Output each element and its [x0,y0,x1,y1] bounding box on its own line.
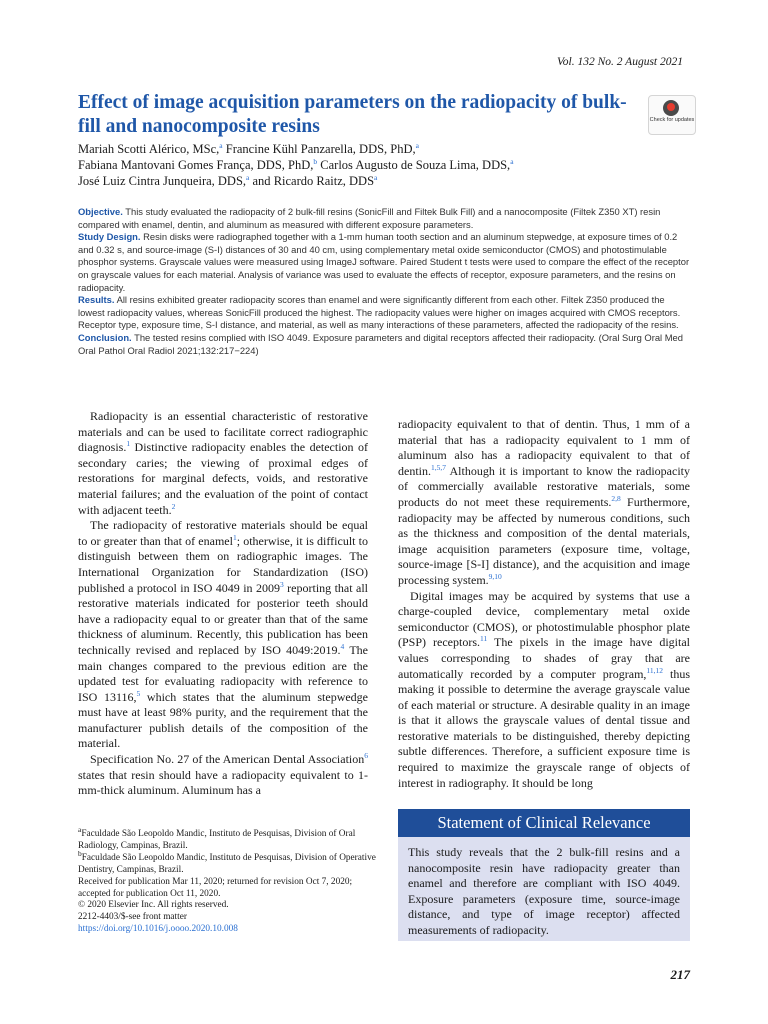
page-number: 217 [670,967,690,982]
body-text: Although it is important to know the radiopacity of commercially available restorative materials, some products do not meet these requirements. [398,463,690,509]
affiliation-marker: b [78,848,82,858]
citation-marker: 1 [232,532,237,542]
footnote [78,900,378,912]
abstract-text: The tested resins complied with ISO 4049. Exposure parameters and digital receptors affected their radiopacity. (Oral Surg Oral Med Oral Pathol Oral Radiol 2021;132:217−224) [78,331,683,356]
footnote-list [78,824,378,924]
footnote-text: © 2020 Elsevier Inc. All rights reserved. [78,900,229,911]
abstract-section [78,206,690,231]
body-text: Furthermore, radiopacity may be affected by numerous conditions, such as the thickness and composition of the dental materials, image acquisition parameters (exposure time, voltage, source-image [S-I] distance), and the acquisition and image processing system. [398,494,691,587]
author-list: Mariah Scotti Alérico, MSc,$^a$ Francine Kühl Panzarella, DDS, PhD,$^a$ Fabiana Mantovani Gomes França, DDS, PhD,$^b$ Carlos Augusto de Souza Lima, DDS,$^a$ José Luiz Cintra Junqueira, DDS,$^a$ and Ricardo Raitz, DDS$^a$ [78,140,514,189]
body-paragraph [78,518,368,752]
body-paragraph [398,417,690,589]
affiliation-marker: a [374,173,378,183]
author-name: Carlos Augusto de Souza Lima, DDS, [320,158,511,173]
affiliation-marker: a [78,824,82,834]
footnote [78,912,378,924]
footnote-text: 2212-4403/$-see front matter [78,912,187,923]
body-text: Digital images may be acquired by systems that use a charge-coupled device, complementary metal oxide semiconductor (CMOS), or photostimulable phosphor plate (PSP) receptors. [398,588,690,650]
clinical-relevance-text: This study reveals that the 2 bulk-fill resins and a nanocomposite resin have radiopacity greater than enamel and therefore are compliant with ISO 4049. Exposure parameters (exposure time, source-image distance, and type of image receptor) affected measurements of radiopacity. [408,845,680,937]
abstract-label: Conclusion. [78,331,132,343]
footnote [78,877,378,901]
citation-marker: 2,8 [611,493,621,503]
abstract-section [78,231,690,294]
citation-marker: 6 [364,751,368,761]
citation-marker: 1,5,7 [431,462,446,472]
author-name: Mariah Scotti Alérico, MSc, [78,142,220,156]
body-text: Radiopacity is an essential characteristic of restorative materials and can be used to facilitate correct radiographic diagnosis. [78,409,368,455]
citation-marker: 4 [340,641,345,651]
journal-volume-line: Vol. 132 No. 2 August 2021 [557,56,683,68]
citation-marker: 11 [480,634,488,644]
affiliation-marker: a [219,140,223,150]
citation-marker: 3 [279,579,284,589]
footnote [78,824,378,853]
abstract [78,206,690,357]
affiliation-marker: a [246,173,250,183]
body-text: thus making it possible to determine the average grayscale value of each material or structure. A desirable quality in an image is that it allows the grayscale values of dental tissue and restorative materials to be distinguished, thereby depicting subtle differences. Therefore, a sufficient exposure time is required to maximize the grayscale range of objects of interest in radiography. It should be long [398,666,690,790]
body-column-right [398,417,690,791]
citation-marker: 11,12 [646,665,664,675]
body-text: states that resin should have a radiopacity equivalent to 1-mm-thick aluminum. Aluminum has a [78,767,368,798]
abstract-section [78,294,690,332]
footnotes [78,824,378,936]
clinical-relevance-box [398,809,690,941]
crossmark-icon [663,100,679,116]
author-name: Fabiana Mantovani Gomes França, DDS, PhD, [78,158,314,173]
footnote-text: Received for publication Mar 11, 2020; returned for revision Oct 7, 2020; accepted for publication Oct 11, 2020. [78,876,353,899]
body-text: ; otherwise, it is difficult to distinguish between them on radiographic images. The International Organization for Standardization (ISO) published a protocol in ISO 4049 in 2009 [78,533,369,595]
body-text: Distinctive radiopacity enables the detection of secondary caries; the viewing of proximal edges of restorations for marginal defects, voids, and restorative material failures; and the evaluation of the point of contact with adjacent teeth. [78,440,368,517]
body-text: reporting that all restorative materials indicated for posterior teeth should have a radiopacity equal to or greater than that of the same thickness of aluminum. Recently, this publication has been technically revised and replaced by ISO 4049:2019. [78,580,368,657]
body-text: The main changes compared to the previous edition are the updated test for evaluating radiopacity with reference to ISO 13116, [78,642,368,704]
body-column-left [78,409,368,799]
abstract-text: Resin disks were radiographed together with a 1-mm human tooth section and an aluminum stepwedge, at exposure times of 0.2 and 0.32 s, and source-image (S-I) distances of 30 and 40 cm, using complementary metal oxide semiconductor (CMOS) and photostimulable phosphor systems. Grayscale values were measured using ImageJ software. Paired Student t tests were used to compare the effect of the receptor on grayscale values for each material. Analysis of variance was used to evaluate the effects of receptor, exposure parameters, and the resins on radiopacity. [78,231,690,293]
citation-marker: 1 [126,439,131,449]
affiliation-marker: a [510,157,514,167]
badge-label: Check for updates [649,117,695,123]
abstract-text: All resins exhibited greater radiopacity scores than enamel and were significantly different from each other. Filtek Z350 produced the lowest radiopacity values, whereas SonicFill produced the highest. The radiopacity values were higher on images acquired with CMOS receptors. Receptor type, exposure time, S-I distance, and material, as well as many interactions of these parameters, affected the radiopacity of the resins. [78,294,681,331]
doi-link[interactable]: https://doi.org/10.1016/j.oooo.2020.10.008 [78,924,238,935]
citation-marker: 5 [136,688,141,698]
citation-marker: 2 [171,501,176,511]
body-paragraph [78,752,368,799]
affiliation-marker: b [313,157,318,167]
author-name: José Luiz Cintra Junqueira, DDS, [78,174,247,189]
body-text: which states that the aluminum stepwedge must have at least 98% purity, and the requirement that the manufacturer publish details of the composition of the material. [78,689,369,751]
footnote [78,848,378,877]
body-paragraph [78,409,368,518]
body-paragraph [398,589,690,792]
body-text: The pixels in the image have digital values corresponding to shades of gray that are automatically recorded by a computer program, [398,635,690,681]
abstract-text: This study evaluated the radiopacity of 2 bulk-fill resins (SonicFill and Filtek Bulk Fill) and a nanocomposite (Filtek Z350 XT) resin compared with enamel, dentin, and aluminum as measured with different exposure parameters. [78,206,661,230]
footnote-text: Faculdade São Leopoldo Mandic, Instituto de Pesquisas, Division of Oral Radiology, Campinas, Brazil. [78,829,356,851]
abstract-label: Results. [78,294,115,306]
clinical-relevance-heading: Statement of Clinical Relevance [398,809,690,837]
article-title: Effect of image acquisition parameters on the radiopacity of bulk-fill and nanocomposite resins [78,92,627,137]
abstract-section [78,332,690,357]
affiliation-marker: a [415,140,420,150]
author-name: Ricardo Raitz, DDS [273,174,375,189]
footnote-text: Faculdade São Leopoldo Mandic, Instituto de Pesquisas, Division of Operative Dentistry, Campinas, Brazil. [78,852,376,875]
body-text: Specification No. 27 of the American Dental Association [90,752,365,767]
citation-marker: 9,10 [488,571,502,581]
author-name: Francine Kühl Panzarella, DDS, PhD, [225,142,416,156]
body-text: radiopacity equivalent to that of dentin. Thus, 1 mm of a material that has a radiopacity equivalent to 1 mm of aluminum also has a radiopacity equivalent to that of dentin. [398,417,690,478]
abstract-label: Objective. [78,206,123,217]
abstract-label: Study Design. [78,231,141,243]
body-text: The radiopacity of restorative materials should be equal to or greater than that of enamel [78,518,368,548]
check-for-updates-badge[interactable] [648,95,696,135]
